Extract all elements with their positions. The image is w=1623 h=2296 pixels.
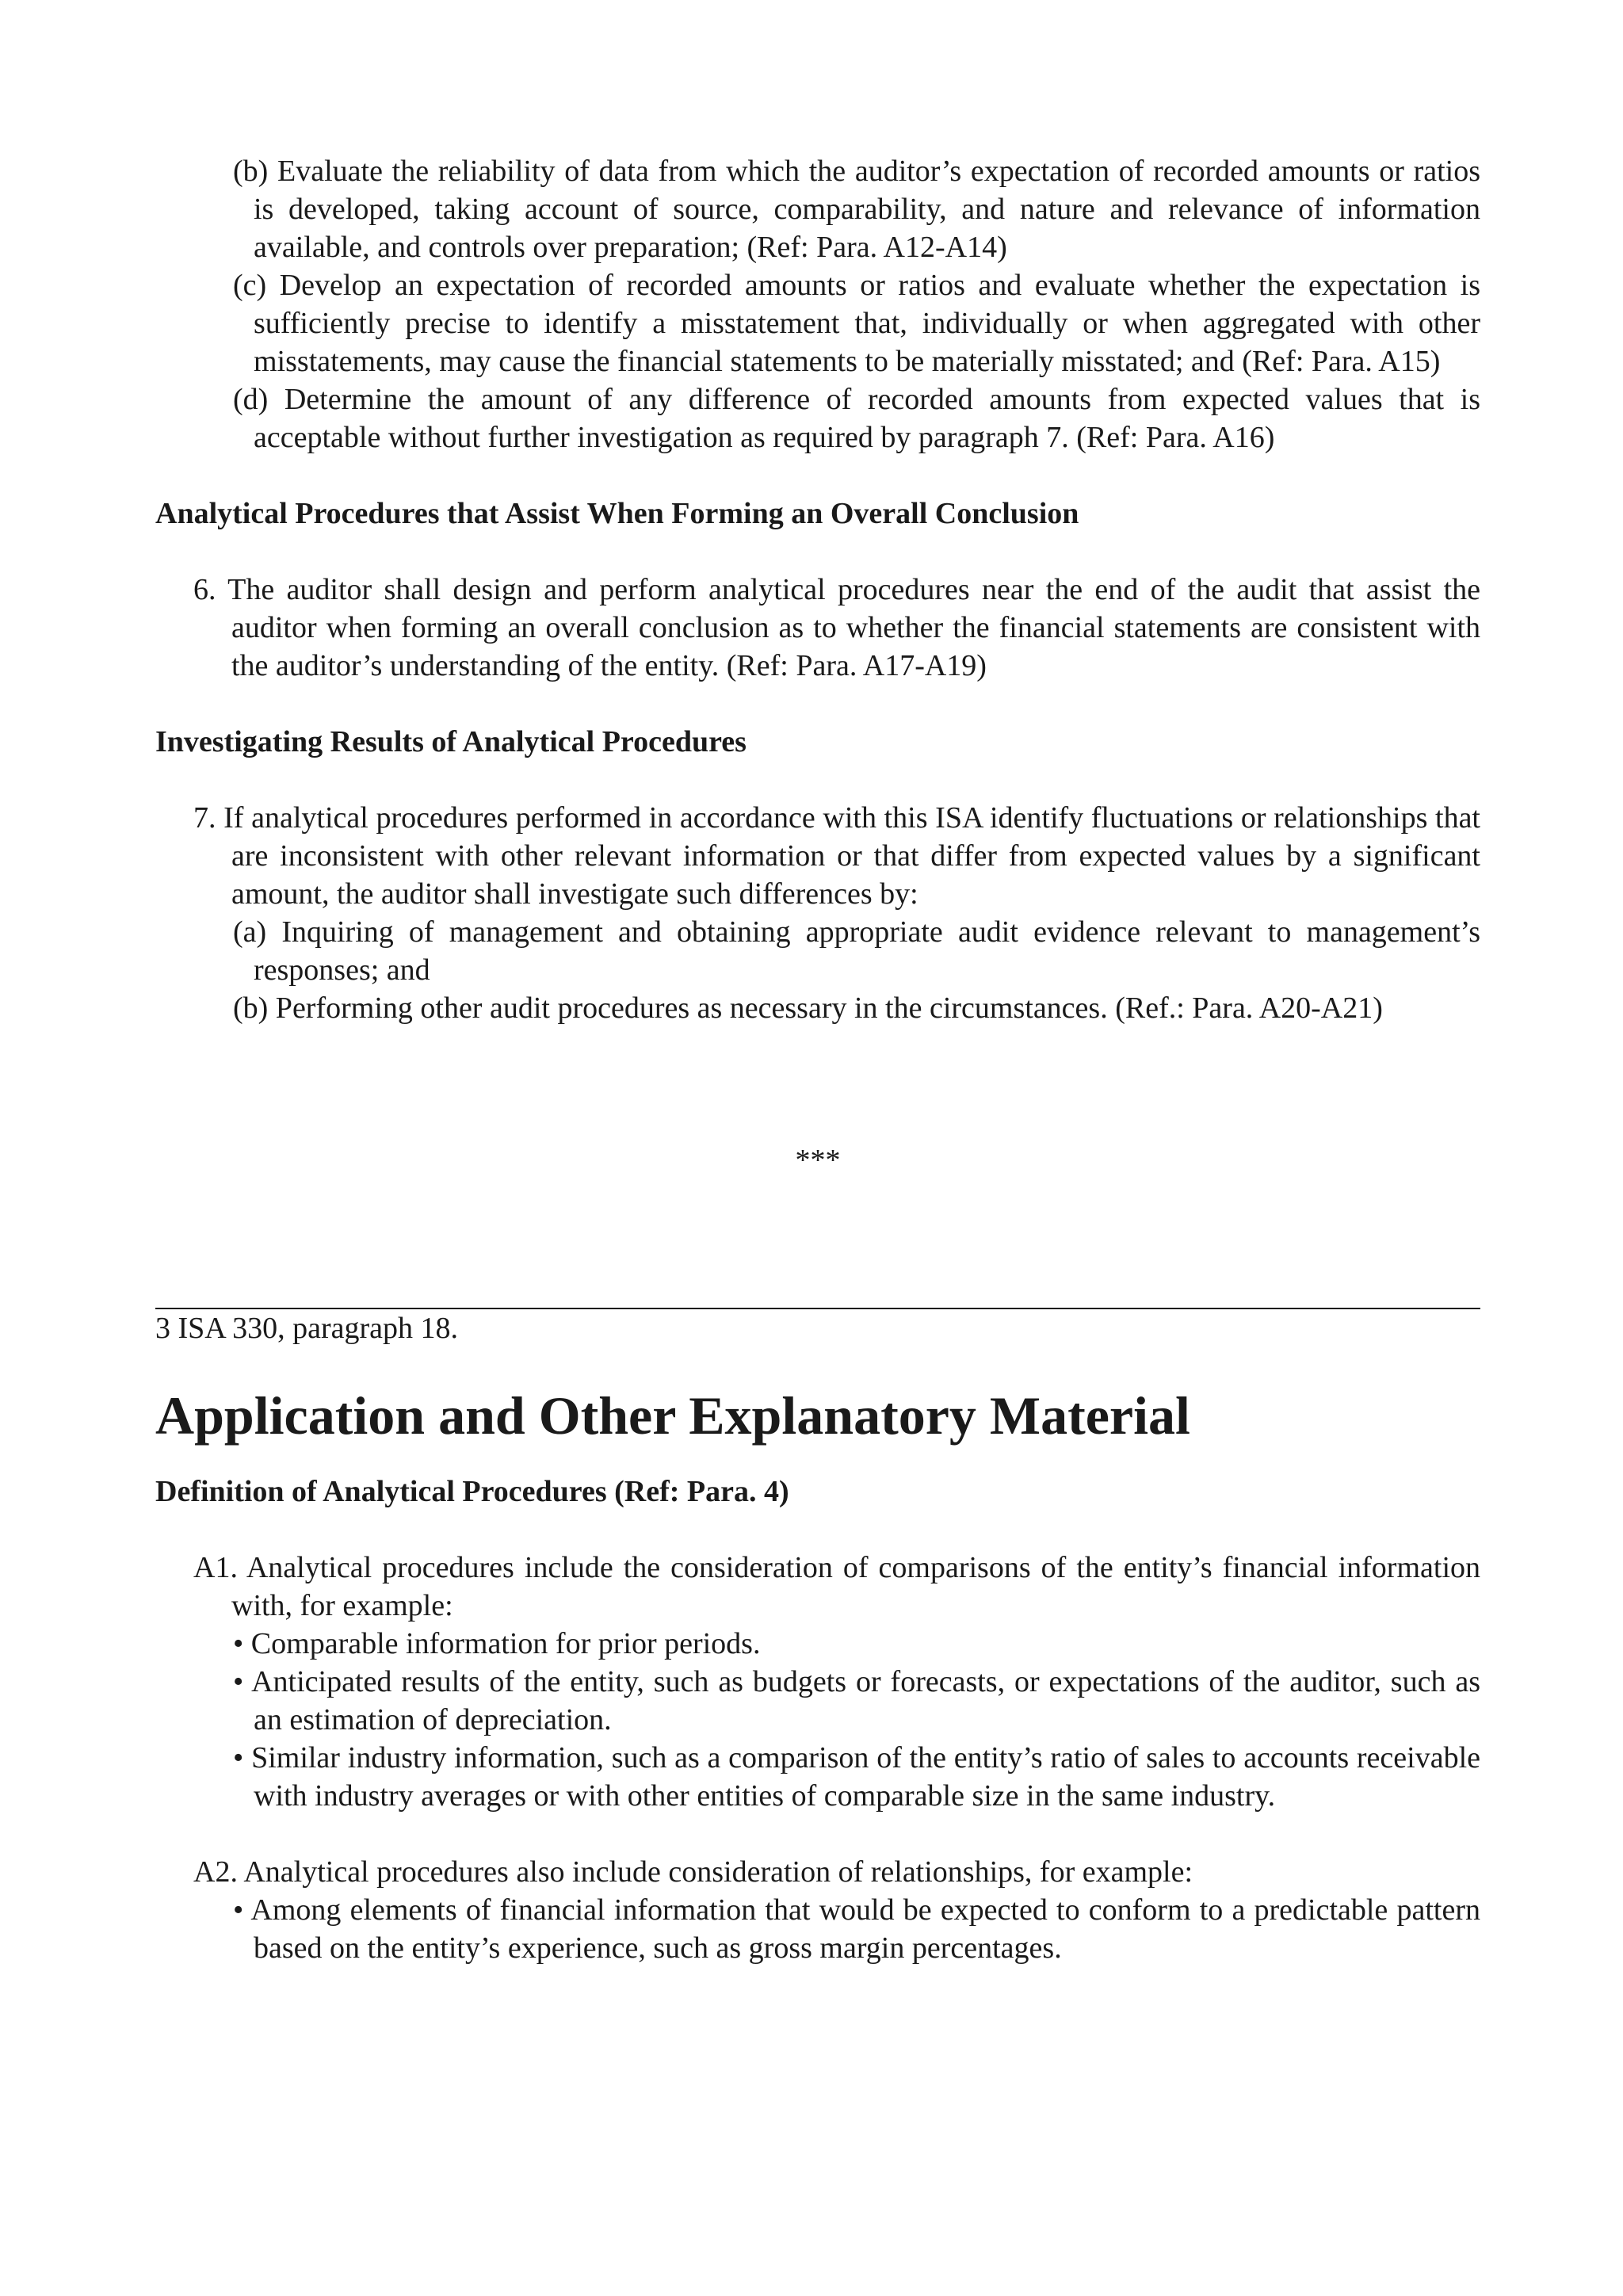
definition-subheading: Definition of Analytical Procedures (Ref: Para. 4) — [155, 1475, 789, 1508]
paragraph-a2: A2. Analytical procedures also include consideration of relationships, for example: — [193, 1855, 1193, 1889]
document-page — [155, 152, 1480, 1967]
section-separator: *** — [795, 1144, 841, 1177]
a1-bullet-prior-periods: • Comparable information for prior periods. — [233, 1627, 761, 1660]
item-c-develop: (c) Develop an expectation of recorded amounts or ratios and evaluate whether the expectation is sufficiently precise to identify a misstatement that, individually or when aggregated with other misstatements, may cause the financial statements to be materially misstated; and (Ref: Para. A15) — [233, 269, 1480, 378]
item-b-performing: (b) Performing other audit procedures as necessary in the circumstances. (Ref.: Para. A20-A21) — [233, 991, 1383, 1025]
section-heading-overall-conclusion: Analytical Procedures that Assist When Forming an Overall Conclusion — [155, 497, 1079, 530]
item-b-evaluate: (b) Evaluate the reliability of data from which the auditor’s expectation of recorded amounts or ratios is developed, taking account of source, comparability, and nature and relevance of information available, and controls over preparation; (Ref: Para. A12-A14) — [233, 155, 1480, 264]
item-d-determine: (d) Determine the amount of any difference of recorded amounts from expected values that is acceptable without further investigation as required by paragraph 7. (Ref: Para. A16) — [233, 383, 1480, 454]
item-a-inquiring: (a) Inquiring of management and obtaining appropriate audit evidence relevant to management’s responses; and — [233, 915, 1480, 987]
paragraph-a1: A1. Analytical procedures include the consideration of comparisons of the entity’s financial information with, for example: — [193, 1551, 1480, 1622]
paragraph-7: 7. If analytical procedures performed in accordance with this ISA identify fluctuations or relationships that are inconsistent with other relevant information or that differ from expected values by a significant amount, the auditor shall investigate such differences by: — [193, 801, 1480, 911]
a1-bullet-industry-information: • Similar industry information, such as a comparison of the entity’s ratio of sales to accounts receivable with industry averages or with other entities of comparable size in the same industry. — [233, 1741, 1480, 1813]
application-title: Application and Other Explanatory Material — [155, 1385, 1190, 1446]
footnote: 3 ISA 330, paragraph 18. — [155, 1312, 459, 1345]
a2-bullet-financial-elements: • Among elements of financial information that would be expected to conform to a predictable pattern based on the entity’s experience, such as gross margin percentages. — [233, 1893, 1480, 1965]
section-heading-investigating-results: Investigating Results of Analytical Procedures — [155, 725, 747, 758]
a1-bullet-anticipated-results: • Anticipated results of the entity, such as budgets or forecasts, or expectations of the auditor, such as an estimation of depreciation. — [233, 1665, 1480, 1736]
paragraph-6: 6. The auditor shall design and perform analytical procedures near the end of the audit that assist the auditor when forming an overall conclusion as to whether the financial statements are consistent with the auditor’s understanding of the entity. (Ref: Para. A17-A19) — [193, 573, 1480, 682]
